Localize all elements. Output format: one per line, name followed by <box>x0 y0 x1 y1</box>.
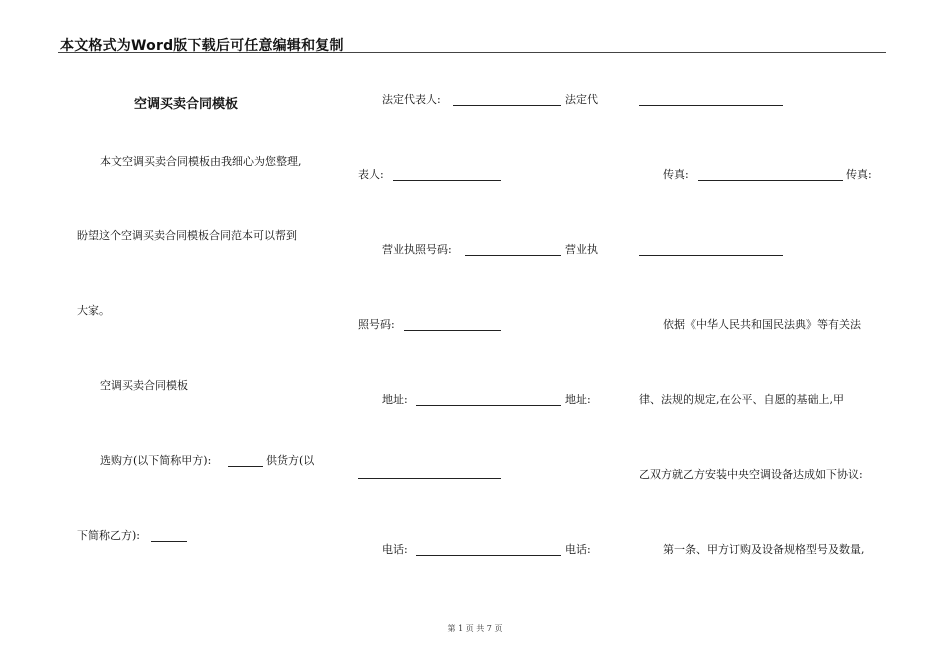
license-blank <box>465 255 561 256</box>
legal-rep-blank-3 <box>639 105 783 106</box>
license-label-cont: 照号码: <box>358 318 395 331</box>
header-banner: 本文格式为Word版下载后可任意编辑和复制 <box>60 38 344 54</box>
document-title: 空调买卖合同模板 <box>134 97 239 112</box>
buyer-blank <box>228 466 263 467</box>
page-number: 第 1 页 共 7 页 <box>447 624 503 633</box>
address-blank-2 <box>358 478 501 479</box>
supplier-blank <box>151 541 187 542</box>
fax-blank <box>698 180 843 181</box>
legal-rep-blank-2 <box>393 180 501 181</box>
fax-label-2: 传真: <box>846 168 872 181</box>
phone-label-2: 电话: <box>565 543 591 556</box>
legal-rep-label: 法定代表人: <box>382 93 441 106</box>
contract-subtitle: 空调买卖合同模板 <box>100 379 188 392</box>
buyer-label: 选购方(以下简称甲方): <box>100 454 212 467</box>
clause-1: 第一条、甲方订购及设备规格型号及数量, <box>663 543 865 556</box>
intro-line-2: 盼望这个空调买卖合同模板合同范本可以帮到 <box>77 229 297 242</box>
basis-line-1: 依据《中华人民共和国民法典》等有关法 <box>663 318 861 331</box>
legal-rep-label-2: 法定代 <box>565 93 598 106</box>
phone-blank <box>416 555 561 556</box>
address-label-2: 地址: <box>565 393 591 406</box>
fax-label: 传真: <box>663 168 689 181</box>
supplier-label: 供货方(以 <box>266 454 315 467</box>
license-label: 营业执照号码: <box>382 243 452 256</box>
legal-rep-blank <box>453 105 561 106</box>
intro-line-1: 本文空调买卖合同模板由我细心为您整理, <box>100 155 302 168</box>
address-label: 地址: <box>382 393 408 406</box>
phone-label: 电话: <box>382 543 408 556</box>
basis-line-2: 律、法规的规定,在公平、自愿的基础上,甲 <box>639 393 844 406</box>
address-blank <box>416 405 561 406</box>
license-blank-3 <box>639 255 783 256</box>
intro-line-3: 大家。 <box>77 304 110 317</box>
supplier-label-cont: 下简称乙方): <box>77 529 140 542</box>
legal-rep-label-cont: 表人: <box>358 168 384 181</box>
license-label-2: 营业执 <box>565 243 598 256</box>
license-blank-2 <box>404 330 501 331</box>
header-rule <box>58 52 886 53</box>
basis-line-3: 乙双方就乙方安装中央空调设备达成如下协议: <box>639 468 863 481</box>
